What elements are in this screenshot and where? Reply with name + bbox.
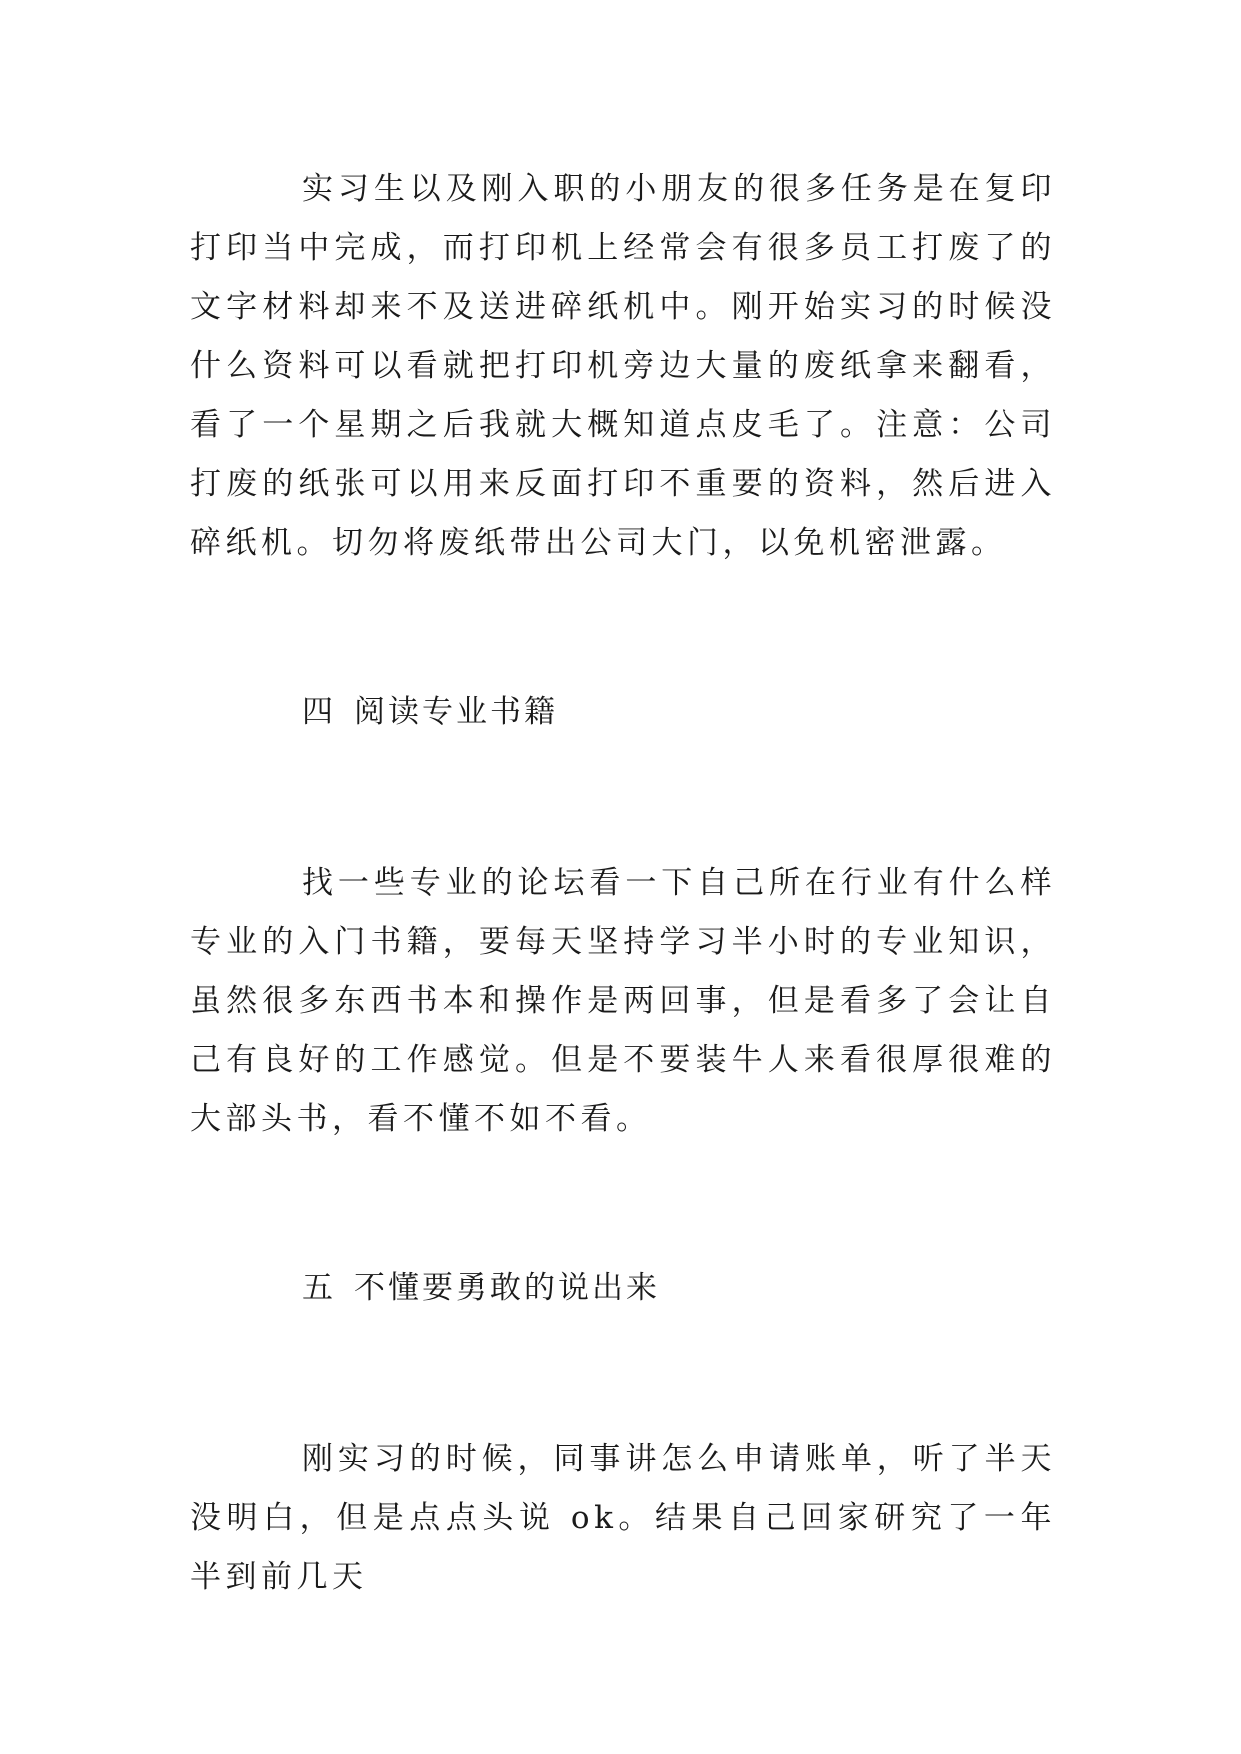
section-heading-read-books [302, 692, 558, 732]
paragraph-professional-books: 找一些专业的论坛看一下自己所在行业有什么样专业的入门书籍，要每天坚持学习半小时的专业知识，虽然很多东西书本和操作是两回事，但是看多了会让自己有良好的工作感觉。但是不要装牛人来看很厚很难的大部头书，看不懂不如不看。 [190, 865, 1056, 1137]
section-number: 五 [302, 1270, 336, 1306]
paragraph-printing-tasks: 实习生以及刚入职的小朋友的很多任务是在复印打印当中完成，而打印机上经常会有很多员工打废了的文字材料却来不及送进碎纸机中。刚开始实习的时候没什么资料可以看就把打印机旁边大量的废纸拿来翻看，看了一个星期之后我就大概知道点皮毛了。注意：公司打废的纸张可以用来反面打印不重要的资料，然后进入碎纸机。切勿将废纸带出公司大门，以免机密泄露。 [190, 171, 1056, 561]
section-title: 阅读专业书籍 [354, 694, 558, 730]
section-heading-speak-up [302, 1268, 660, 1308]
paragraph-asking-questions: 刚实习的时候，同事讲怎么申请账单，听了半天没明白，但是点点头说 ok。结果自己回家研究了一年半到前几天 [190, 1441, 1056, 1595]
section-title: 不懂要勇敢的说出来 [354, 1270, 660, 1306]
section-number: 四 [302, 694, 336, 730]
